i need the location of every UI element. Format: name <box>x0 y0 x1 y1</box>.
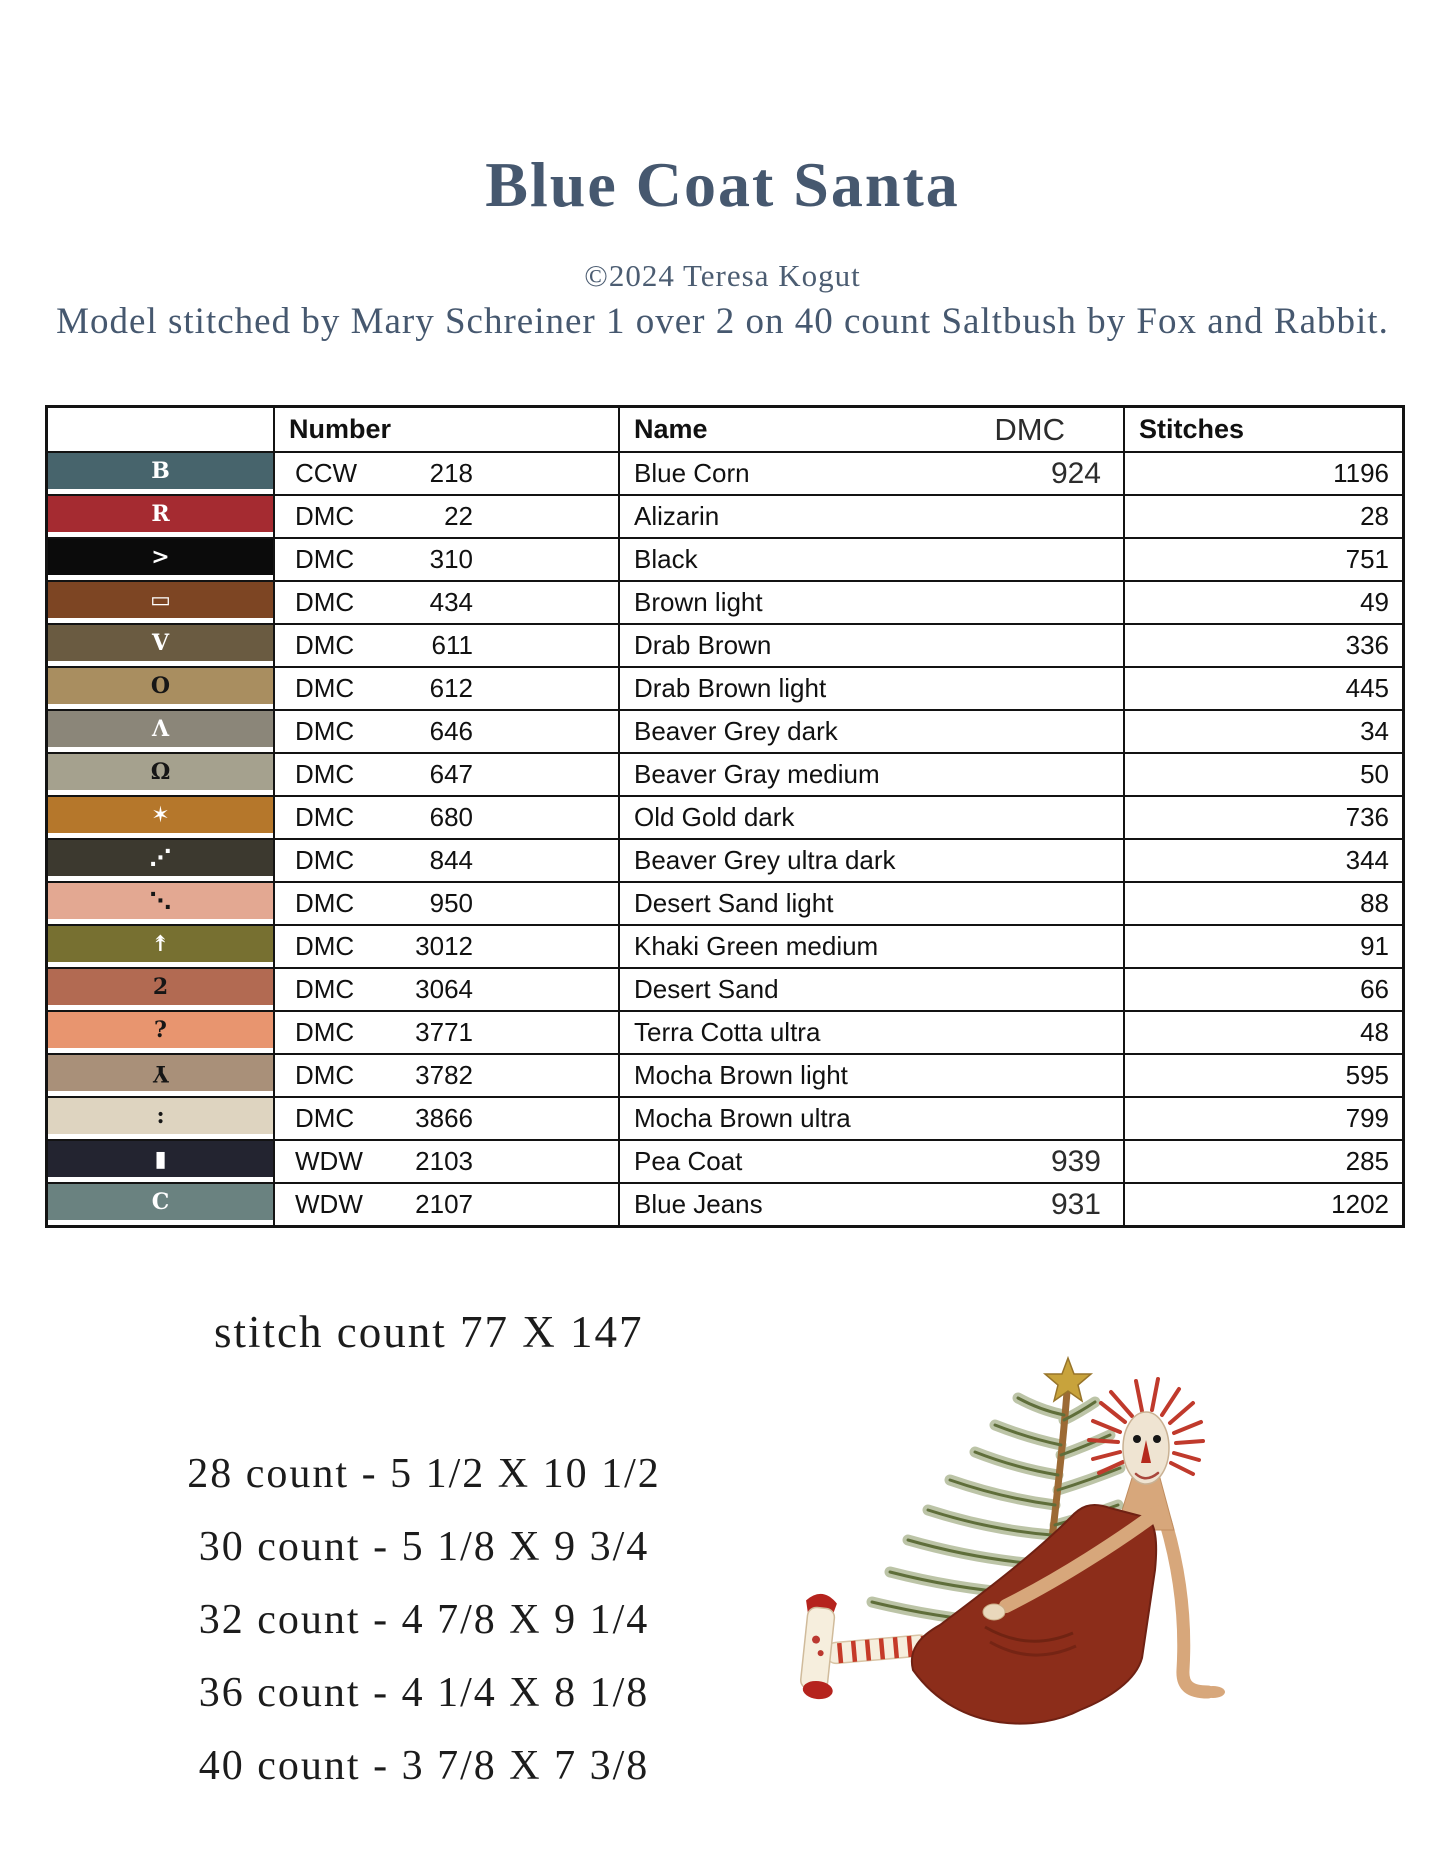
thread-number: 2103 <box>415 1146 473 1176</box>
thread-brand: DMC <box>295 1060 355 1090</box>
thread-name-cell <box>618 1141 1123 1182</box>
thread-number: 2107 <box>415 1189 473 1219</box>
thread-name: Beaver Grey ultra dark <box>634 845 896 875</box>
stitch-count-cell: 736 <box>1123 797 1399 838</box>
thread-brand: DMC <box>295 1017 355 1047</box>
thread-number-cell <box>273 883 618 924</box>
thread-name: Black <box>634 544 698 574</box>
thread-number: 844 <box>429 845 473 875</box>
thread-number: 434 <box>429 587 473 617</box>
stitch-count-cell: 28 <box>1123 496 1399 537</box>
stitch-count-cell: 34 <box>1123 711 1399 752</box>
dmc-column-header: DMC <box>994 411 1065 447</box>
thread-number-cell <box>273 1141 618 1182</box>
legend-row <box>48 1096 1402 1139</box>
thread-name-cell <box>618 797 1123 838</box>
stitch-symbol: Ω <box>150 759 171 785</box>
legend-row <box>48 580 1402 623</box>
color-swatch <box>48 840 273 881</box>
thread-brand: WDW <box>295 1146 363 1176</box>
fabric-size-line: 32 count - 4 7/8 X 9 1/4 <box>198 1597 650 1643</box>
stitch-symbol: Λ <box>151 716 170 742</box>
thread-name: Blue Corn <box>634 458 750 488</box>
santa-illustration <box>780 1340 1240 1764</box>
thread-name: Beaver Grey dark <box>634 716 838 746</box>
thread-number-cell <box>273 1012 618 1053</box>
thread-number: 950 <box>429 888 473 918</box>
stitch-count-cell: 66 <box>1123 969 1399 1010</box>
color-swatch <box>48 1012 273 1053</box>
stitches-column-header: Stitches <box>1123 408 1399 451</box>
thread-name: Terra Cotta ultra <box>634 1017 821 1047</box>
thread-name-cell <box>618 1055 1123 1096</box>
legend-row <box>48 1053 1402 1096</box>
thread-number-cell <box>273 1184 618 1225</box>
color-swatch <box>48 1055 273 1096</box>
thread-name: Pea Coat <box>634 1146 743 1176</box>
copyright-line: ©2024 Teresa Kogut <box>584 258 861 293</box>
stitch-symbol: ? <box>154 1017 167 1043</box>
thread-number: 3771 <box>415 1017 473 1047</box>
thread-name-cell <box>618 1098 1123 1139</box>
thread-name: Desert Sand <box>634 974 779 1004</box>
legend-row <box>48 967 1402 1010</box>
thread-name-cell <box>618 668 1123 709</box>
thread-number-cell <box>273 582 618 623</box>
thread-number-cell <box>273 453 618 494</box>
thread-brand: DMC <box>295 759 355 789</box>
stitch-symbol: O <box>150 673 171 699</box>
color-swatch <box>48 926 273 967</box>
color-swatch <box>48 883 273 924</box>
thread-name-cell <box>618 969 1123 1010</box>
thread-number: 646 <box>429 716 473 746</box>
stitch-count-cell: 344 <box>1123 840 1399 881</box>
stitch-symbol: V <box>151 630 170 656</box>
stitch-count-cell: 285 <box>1123 1141 1399 1182</box>
color-swatch <box>48 969 273 1010</box>
color-swatch <box>48 582 273 623</box>
stitch-count-cell: 336 <box>1123 625 1399 666</box>
thread-brand: WDW <box>295 1189 363 1219</box>
stitch-count-cell: 88 <box>1123 883 1399 924</box>
color-swatch <box>48 539 273 580</box>
stitch-symbol: ↟ <box>151 931 170 957</box>
stitch-symbol: ▮ <box>154 1146 167 1172</box>
thread-brand: DMC <box>295 587 355 617</box>
stitch-symbol: 2 <box>152 974 169 1000</box>
thread-brand: DMC <box>295 673 355 703</box>
thread-name: Beaver Gray medium <box>634 759 880 789</box>
thread-name-cell <box>618 582 1123 623</box>
thread-name-cell <box>618 1012 1123 1053</box>
thread-brand: DMC <box>295 931 355 961</box>
legend-row <box>48 537 1402 580</box>
thread-number-cell <box>273 754 618 795</box>
thread-brand: DMC <box>295 802 355 832</box>
thread-brand: CCW <box>295 458 358 488</box>
color-swatch <box>48 1184 273 1225</box>
thread-name: Old Gold dark <box>634 802 795 832</box>
thread-brand: DMC <box>295 1103 355 1133</box>
legend-row <box>48 1182 1402 1225</box>
thread-name: Drab Brown <box>634 630 772 660</box>
thread-name-cell <box>618 625 1123 666</box>
stitch-count-cell: 799 <box>1123 1098 1399 1139</box>
stitch-count-cell: 595 <box>1123 1055 1399 1096</box>
stitch-symbol: R <box>151 501 170 527</box>
legend-header-row <box>48 408 1402 451</box>
thread-name-cell <box>618 883 1123 924</box>
symbol-column-header <box>48 408 273 451</box>
thread-name-cell <box>618 711 1123 752</box>
legend-row <box>48 838 1402 881</box>
thread-number: 3866 <box>415 1103 473 1133</box>
thread-number-cell <box>273 969 618 1010</box>
stitch-symbol: B <box>151 458 170 484</box>
thread-number-cell <box>273 926 618 967</box>
thread-name-cell <box>618 1184 1123 1225</box>
color-swatch <box>48 668 273 709</box>
thread-number: 611 <box>431 630 473 660</box>
stitch-count-cell: 445 <box>1123 668 1399 709</box>
thread-brand: DMC <box>295 888 355 918</box>
fabric-size-line: 30 count - 5 1/8 X 9 3/4 <box>198 1524 650 1570</box>
thread-brand: DMC <box>295 630 355 660</box>
model-note: Model stitched by Mary Schreiner 1 over 2 on 40 count Saltbush by Fox and Rabbit. <box>56 301 1389 342</box>
number-column-header: Number <box>273 408 618 451</box>
legend-row <box>48 709 1402 752</box>
color-swatch <box>48 453 273 494</box>
stitch-count-cell: 1196 <box>1123 453 1399 494</box>
thread-name: Alizarin <box>634 501 720 531</box>
legend-row <box>48 924 1402 967</box>
thread-number: 218 <box>429 458 473 488</box>
thread-number: 310 <box>429 544 473 574</box>
stitch-count-cell: 1202 <box>1123 1184 1399 1225</box>
legend-row <box>48 666 1402 709</box>
legend-row <box>48 795 1402 838</box>
legend-row <box>48 1010 1402 1053</box>
thread-name: Blue Jeans <box>634 1189 763 1219</box>
thread-number: 680 <box>429 802 473 832</box>
thread-name-cell <box>618 496 1123 537</box>
stitch-symbol: ⋰ <box>149 845 172 871</box>
thread-brand: DMC <box>295 716 355 746</box>
thread-number-cell <box>273 496 618 537</box>
stitch-count-cell: 91 <box>1123 926 1399 967</box>
thread-number-cell <box>273 840 618 881</box>
thread-name-cell <box>618 453 1123 494</box>
stitch-count-cell: 751 <box>1123 539 1399 580</box>
thread-number-cell <box>273 1098 618 1139</box>
fabric-size-line: 40 count - 3 7/8 X 7 3/8 <box>198 1743 650 1789</box>
fabric-size-list <box>178 1438 670 1803</box>
doll-front-hand <box>983 1604 1005 1620</box>
stitch-symbol: : <box>156 1103 165 1129</box>
thread-number: 22 <box>444 501 473 531</box>
color-swatch <box>48 1141 273 1182</box>
stitch-symbol: ✶ <box>151 802 170 828</box>
stitch-count-cell: 49 <box>1123 582 1399 623</box>
stitch-symbol: C <box>151 1189 170 1215</box>
name-column-header: Name DMC <box>618 408 1123 451</box>
thread-brand: DMC <box>295 845 355 875</box>
stitch-symbol: ▭ <box>150 587 171 613</box>
legend-row <box>48 494 1402 537</box>
thread-number: 647 <box>429 759 473 789</box>
thread-brand: DMC <box>295 974 355 1004</box>
color-swatch <box>48 754 273 795</box>
fabric-size-line: 28 count - 5 1/2 X 10 1/2 <box>187 1451 661 1497</box>
stitch-count-line: stitch count 77 X 147 <box>214 1307 644 1357</box>
stitch-count-cell: 50 <box>1123 754 1399 795</box>
thread-name-cell <box>618 840 1123 881</box>
thread-name: Brown light <box>634 587 763 617</box>
color-swatch <box>48 496 273 537</box>
thread-number-cell <box>273 625 618 666</box>
fabric-size-line: 36 count - 4 1/4 X 8 1/8 <box>198 1670 650 1716</box>
thread-number: 612 <box>429 673 473 703</box>
thread-name-cell <box>618 926 1123 967</box>
dmc-conversion: 931 <box>1050 1187 1101 1221</box>
legend-table <box>45 405 1405 1228</box>
thread-name: Drab Brown light <box>634 673 827 703</box>
stitch-count-cell: 48 <box>1123 1012 1399 1053</box>
thread-brand: DMC <box>295 544 355 574</box>
thread-brand: DMC <box>295 501 355 531</box>
dmc-conversion: 924 <box>1050 456 1101 490</box>
doll-rear-hand <box>1201 1686 1225 1698</box>
thread-number-cell <box>273 1055 618 1096</box>
thread-name: Mocha Brown ultra <box>634 1103 851 1133</box>
thread-number: 3012 <box>415 931 473 961</box>
thread-name: Desert Sand light <box>634 888 834 918</box>
thread-number-cell <box>273 668 618 709</box>
color-swatch <box>48 625 273 666</box>
thread-name: Mocha Brown light <box>634 1060 848 1090</box>
legend-row <box>48 451 1402 494</box>
legend-row <box>48 1139 1402 1182</box>
thread-number-cell <box>273 797 618 838</box>
stitch-symbol: ⋱ <box>149 888 172 914</box>
legend-row <box>48 752 1402 795</box>
color-swatch <box>48 711 273 752</box>
dmc-conversion: 939 <box>1050 1144 1101 1178</box>
legend-row <box>48 881 1402 924</box>
thread-name: Khaki Green medium <box>634 931 879 961</box>
color-swatch <box>48 797 273 838</box>
thread-number: 3782 <box>415 1060 473 1090</box>
thread-number-cell <box>273 539 618 580</box>
page-title: Blue Coat Santa <box>485 149 960 220</box>
thread-name-cell <box>618 754 1123 795</box>
legend-row <box>48 623 1402 666</box>
thread-name-cell <box>618 539 1123 580</box>
color-swatch <box>48 1098 273 1139</box>
thread-number: 3064 <box>415 974 473 1004</box>
doll-rear-arm <box>1165 1520 1208 1692</box>
thread-number-cell <box>273 711 618 752</box>
stitch-symbol: > <box>151 544 170 570</box>
stitch-symbol: Y <box>152 1060 169 1086</box>
